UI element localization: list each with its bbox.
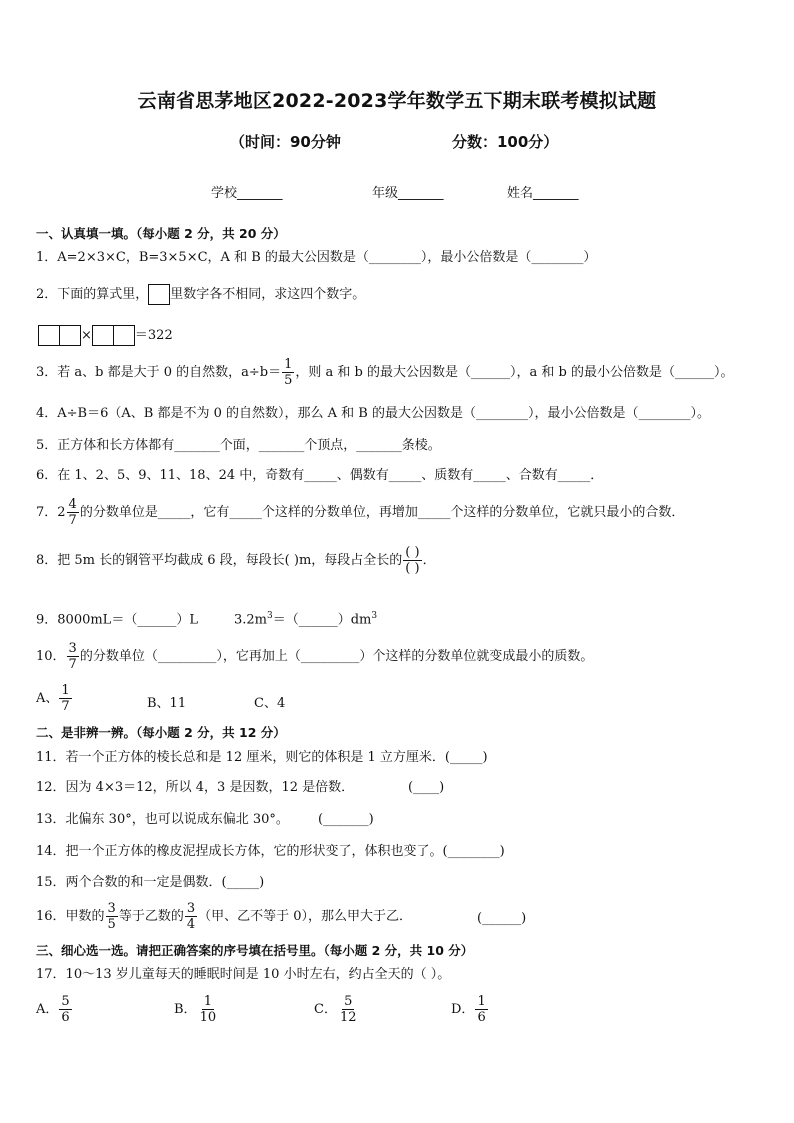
question-12-answer: (____)	[408, 780, 445, 795]
question-7	[36, 497, 684, 528]
question-6: 6．在 1、2、5、9、11、18、24 中，奇数有_____、偶数有_____、质数有_____、合数有_____．	[36, 468, 604, 483]
fraction	[67, 641, 79, 672]
question-17: 17．10～13 岁儿童每天的睡眠时间是 10 小时左右，约占全天的（ ）。	[36, 967, 451, 982]
question-17-option-c	[314, 994, 360, 1025]
digit-boxes-right	[92, 325, 135, 346]
question-15: 15．两个合数的和一定是偶数．(_____)	[36, 875, 265, 890]
numerator: 5	[61, 994, 70, 1009]
option-label: C．	[314, 1002, 337, 1017]
digit-box	[92, 325, 114, 346]
option-label: A、	[36, 691, 59, 706]
fraction	[338, 994, 359, 1025]
question-1: 1．A=2×3×C，B=3×5×C，A 和 B 的最大公因数是（________），最小公倍数是（________）	[36, 250, 597, 265]
question-16-text-a: 16．甲数的	[36, 909, 105, 924]
fraction	[67, 497, 79, 528]
question-10-prefix: 10．	[36, 649, 66, 664]
option-label: D．	[451, 1002, 475, 1017]
numerator: 4	[68, 497, 77, 512]
question-10-option-c: C、4	[254, 696, 286, 711]
question-2-equation	[38, 325, 173, 346]
fraction	[282, 357, 294, 388]
numerator: 1	[477, 994, 486, 1009]
denominator: 4	[186, 917, 196, 932]
question-13: 13．北偏东 30°，也可以说成东偏北 30°。	[36, 812, 289, 827]
section-heading-3: 三、细心选一选。请把正确答案的序号填在括号里。（每小题 2 分，共 10 分）	[36, 943, 474, 958]
denominator: 5	[284, 373, 293, 388]
exam-time: （时间：90分钟	[230, 133, 341, 151]
option-label: B．	[174, 1002, 197, 1017]
question-3-text-b: ，则 a 和 b 的最大公因数是（______），a 和 b 的最小公倍数是（______）。	[295, 365, 734, 380]
superscript: 3	[266, 611, 273, 621]
question-16-text-c: （甲、乙不等于 0），那么甲大于乙．	[198, 909, 413, 924]
numerator: 1	[203, 994, 212, 1009]
question-3-text-a: 3．若 a、b 都是大于 0 的自然数，a÷b＝	[36, 365, 282, 380]
times-sign: ×	[81, 328, 92, 343]
name-field: 姓名_______	[507, 186, 579, 201]
question-10-option-a	[36, 683, 73, 714]
section-heading-2: 二、是非辨一辨。（每小题 2 分，共 12 分）	[36, 725, 286, 740]
question-7-text: 的分数单位是_____，它有_____个这样的分数单位，再增加_____个这样的分数单位，它就只最小的合数．	[79, 505, 685, 520]
fraction	[59, 683, 71, 714]
denominator: 6	[61, 1010, 70, 1025]
question-3	[36, 357, 733, 388]
numerator: ( )	[405, 545, 420, 560]
fraction	[59, 994, 71, 1025]
numerator: 3	[186, 901, 196, 916]
numerator: 1	[61, 683, 70, 698]
digit-box	[60, 325, 81, 346]
question-9-part-b: 3.2m	[233, 612, 267, 628]
denominator: 7	[68, 657, 77, 672]
question-8	[36, 545, 436, 576]
question-16-answer: (______)	[477, 911, 527, 926]
denominator: 12	[339, 1010, 357, 1025]
denominator: 7	[68, 513, 77, 528]
superscript: 3	[371, 611, 378, 621]
denominator: 7	[61, 699, 70, 714]
question-9-part-a: 9．8000mL＝（______）L	[36, 612, 198, 628]
numerator: 5	[344, 994, 353, 1009]
denominator: 6	[477, 1010, 486, 1025]
question-11: 11．若一个正方体的棱长总和是 12 厘米，则它的体积是 1 立方厘米．(_____)	[36, 750, 488, 765]
question-16	[36, 901, 412, 932]
question-2	[36, 283, 365, 307]
numerator: 1	[284, 357, 293, 372]
question-9-part-c: ＝（______）dm	[272, 612, 372, 628]
fraction	[106, 901, 118, 932]
page-title: 云南省思茅地区2022-2023学年数学五下期末联考模拟试题	[137, 90, 657, 112]
question-13-answer: (_______)	[318, 812, 374, 827]
question-17-option-a	[36, 994, 73, 1025]
denominator: ( )	[405, 561, 420, 576]
denominator: 10	[199, 1010, 217, 1025]
fraction	[198, 994, 219, 1025]
digit-box	[38, 325, 60, 346]
question-2-text-a: 2．下面的算式里，	[36, 287, 149, 302]
question-2-text-b: 里数字各不相同，求这四个数字。	[170, 287, 366, 302]
question-9	[36, 607, 377, 629]
question-7-prefix: 7．2	[36, 505, 66, 520]
question-8-text-b: ．	[422, 553, 436, 568]
fraction	[185, 901, 197, 932]
question-10-option-b: B、11	[147, 696, 187, 711]
question-16-text-b: 等于乙数的	[118, 909, 184, 924]
numerator: 3	[68, 641, 77, 656]
school-field: 学校_______	[211, 186, 283, 201]
denominator: 5	[107, 917, 116, 932]
question-8-text-a: 8．把 5m 长的钢管平均截成 6 段，每段长( )m，每段占全长的	[36, 553, 403, 568]
question-17-option-b	[174, 994, 219, 1025]
fraction	[475, 994, 487, 1025]
question-4: 4．A÷B＝6（A、B 都是不为 0 的自然数），那么 A 和 B 的最大公因数是（________），最小公倍数是（________）。	[36, 406, 710, 421]
question-5: 5．正方体和长方体都有_______个面，_______个顶点，_______条棱。	[36, 438, 441, 453]
question-10-text: 的分数单位（_________），它再加上（_________）个这样的分数单位就变成最小的质数。	[79, 649, 594, 664]
option-label: A．	[36, 1002, 59, 1017]
question-10	[36, 641, 593, 672]
digit-boxes-left	[38, 325, 81, 346]
fraction	[403, 545, 421, 576]
equation-result: ＝322	[134, 328, 173, 343]
numerator: 3	[107, 901, 116, 916]
digit-box	[114, 325, 135, 346]
exam-score: 分数：100分）	[452, 133, 559, 151]
question-14: 14．把一个正方体的橡皮泥捏成长方体，它的形状变了，体积也变了。(________)	[36, 844, 505, 859]
grade-field: 年级_______	[372, 186, 444, 201]
section-heading-1: 一、认真填一填。（每小题 2 分，共 20 分）	[36, 226, 286, 241]
digit-box	[148, 284, 170, 305]
question-12: 12．因为 4×3＝12，所以 4，3 是因数，12 是倍数．	[36, 780, 355, 795]
question-17-option-d	[451, 994, 489, 1025]
